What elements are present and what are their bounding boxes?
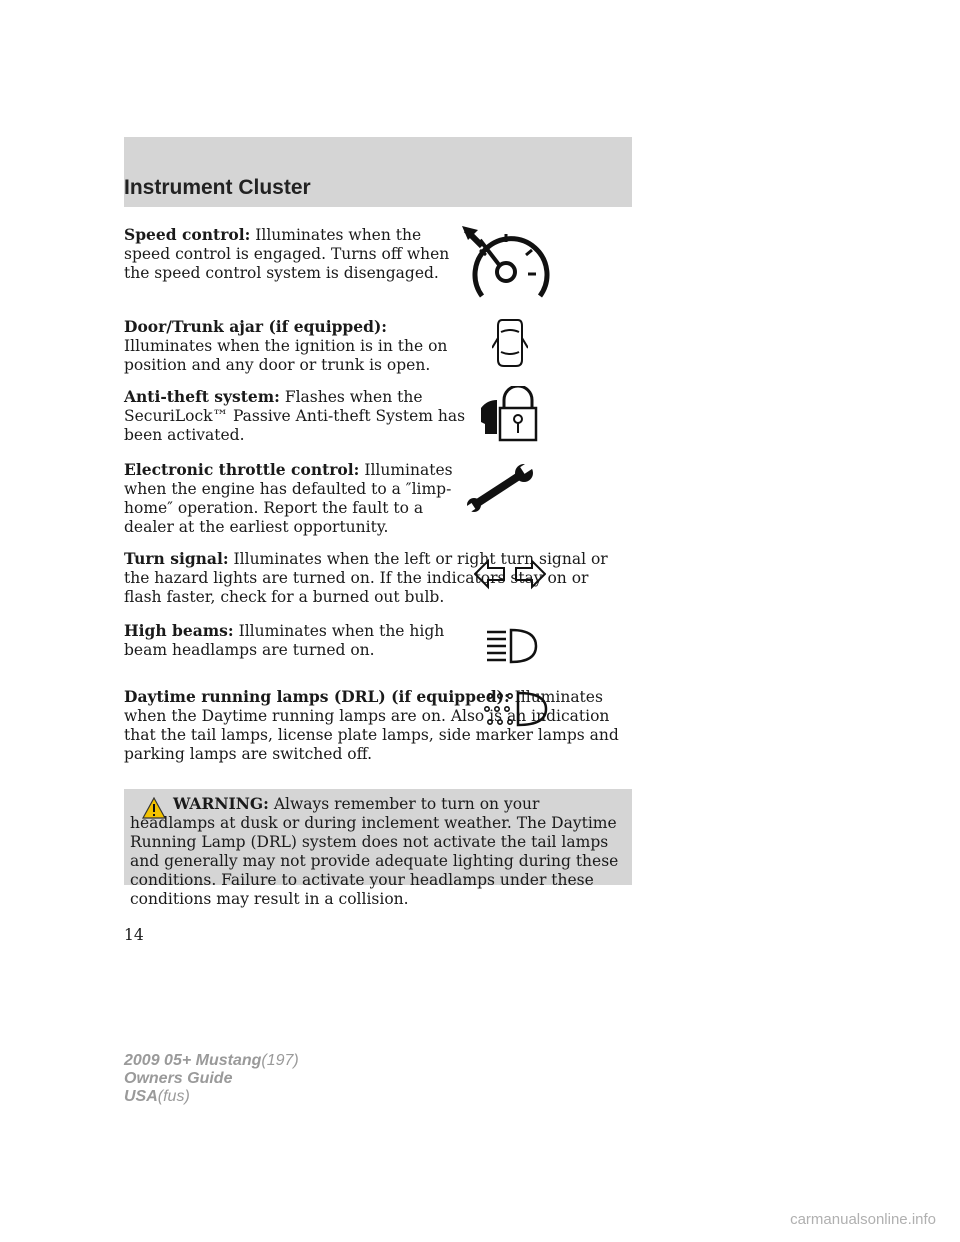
entry-text: Illuminates when the ignition is in the on position and any door or trunk is open. bbox=[124, 337, 448, 374]
warning-label: WARNING: bbox=[173, 794, 269, 813]
warning-text bbox=[130, 794, 626, 909]
entry-drl bbox=[124, 687, 624, 764]
anti-theft-lock-icon bbox=[479, 386, 541, 442]
footer-model-code: (197) bbox=[261, 1052, 299, 1069]
footer-model: 2009 05+ Mustang bbox=[124, 1052, 262, 1069]
page-number: 14 bbox=[124, 926, 144, 944]
entry-term: Anti-theft system: bbox=[124, 387, 280, 406]
entry-term: Daytime running lamps (DRL) (if equipped): bbox=[124, 687, 510, 706]
entry-high-beams bbox=[124, 621, 469, 660]
entry-anti-theft bbox=[124, 387, 469, 445]
speed-control-icon bbox=[460, 224, 550, 300]
entry-text: Illuminates when the speed control is engaged. Turns off when the speed control system is disengaged. bbox=[124, 226, 450, 282]
warning-body: Always remember to turn on your headlamps at dusk or during inclement weather. The Daytime Running Lamp (DRL) system does not activate the tail lamps and generally may not provide adequate lighting during these conditions. Failure to activate your headlamps under these conditions may result in a collision. bbox=[130, 795, 619, 908]
entry-turn-signal bbox=[124, 549, 624, 607]
footer-market-code: (fus) bbox=[157, 1088, 190, 1105]
wrench-icon bbox=[466, 464, 536, 512]
entry-throttle-control bbox=[124, 460, 469, 537]
drl-icon bbox=[482, 691, 548, 727]
entry-term: Speed control: bbox=[124, 225, 251, 244]
footer-market: USA bbox=[124, 1088, 158, 1105]
entry-text: Illuminates when the Daytime running lamps are on. Also is an indication that the tail lamps, license plate lamps, side marker lamps and parking lamps are switched off. bbox=[124, 688, 619, 763]
entry-text: Illuminates when the high beam headlamps are turned on. bbox=[124, 622, 445, 659]
entry-term: Turn signal: bbox=[124, 549, 229, 568]
entry-speed-control bbox=[124, 225, 469, 283]
entry-term: Door/Trunk ajar (if equipped): bbox=[124, 317, 388, 336]
footer-guide-title: Owners Guide bbox=[124, 1070, 233, 1087]
high-beam-icon bbox=[486, 628, 538, 664]
entry-text: Flashes when the SecuriLock™ Passive Anti-theft System has been activated. bbox=[124, 388, 466, 444]
turn-signal-arrows-icon bbox=[474, 558, 546, 590]
document-footer bbox=[124, 1052, 299, 1106]
section-title: Instrument Cluster bbox=[124, 176, 311, 199]
door-ajar-icon bbox=[492, 318, 528, 370]
watermark: carmanualsonline.info bbox=[790, 1211, 936, 1228]
entry-text: Illuminates when the left or right turn signal or the hazard lights are turned on. If the indicators stay on or flash faster, check for a burned out bulb. bbox=[124, 550, 608, 606]
entry-text: Illuminates when the engine has defaulted to a ″limp-home″ operation. Report the fault to a dealer at the earliest opportunity. bbox=[124, 461, 453, 536]
entry-term: High beams: bbox=[124, 621, 234, 640]
entry-term: Electronic throttle control: bbox=[124, 460, 360, 479]
entry-door-ajar bbox=[124, 317, 469, 375]
